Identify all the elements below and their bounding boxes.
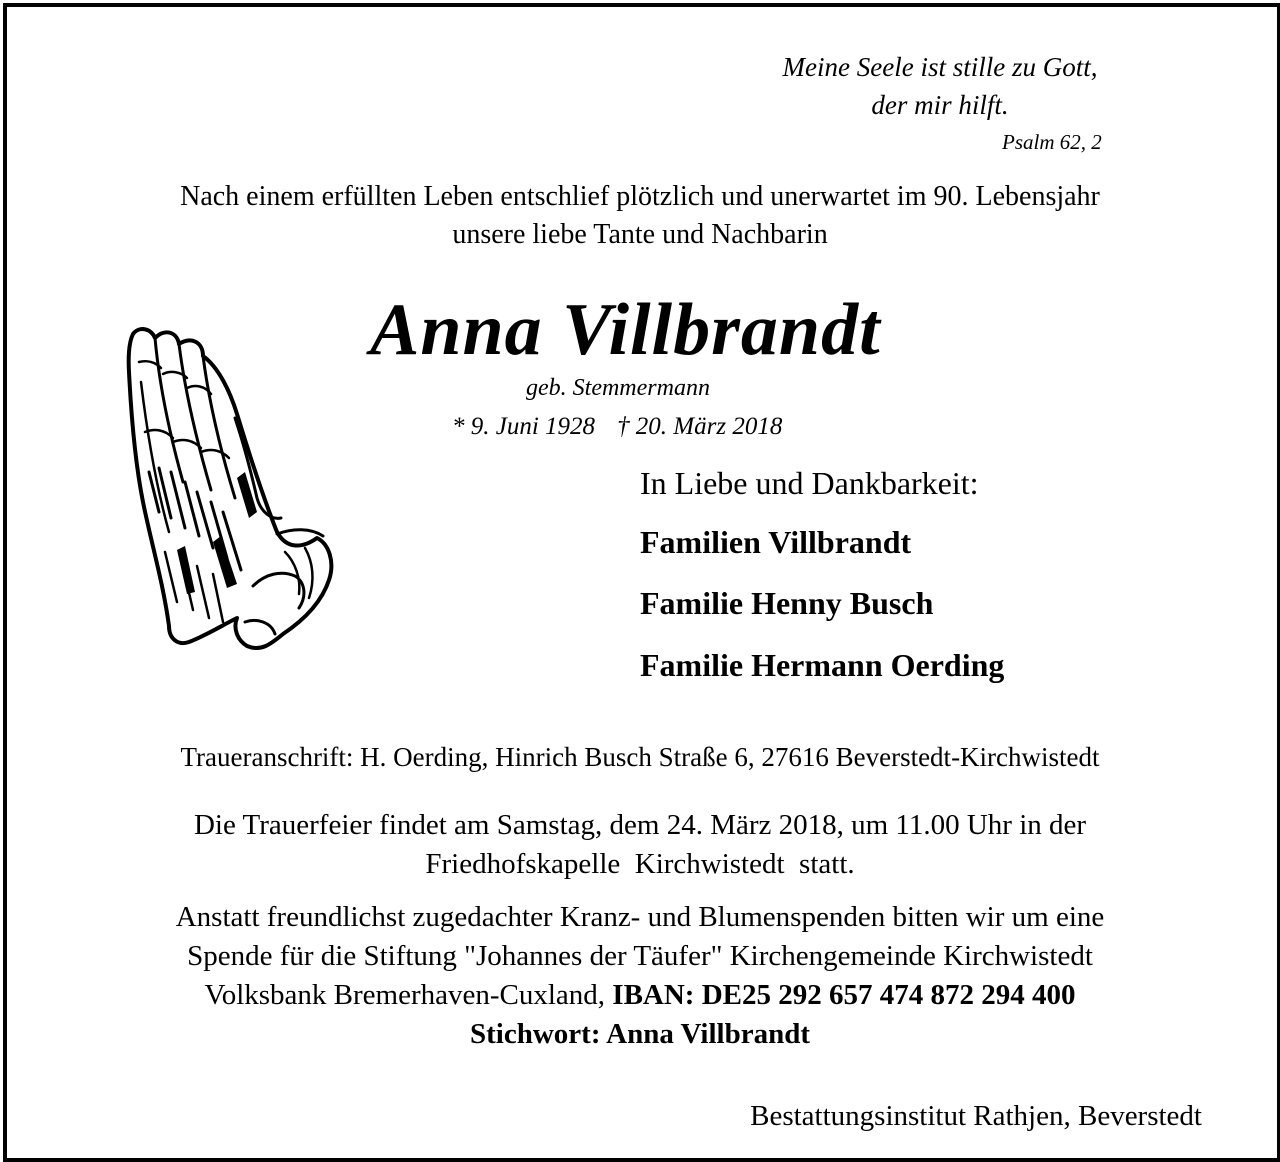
family-henny-busch: Familie Henny Busch [640,585,934,621]
mourning-address: Traueranschrift: H. Oerding, Hinrich Busch Straße 6, 27616 Beverstedt-Kirchwistedt [180,742,1100,772]
ceremony-line-2: Friedhofskapelle Kirchwistedt statt. [425,848,855,880]
donation-keyword: Stichwort: Anna Villbrandt [470,1018,810,1050]
donation-line-2: Spende für die Stiftung "Johannes der Täufer" Kirchengemeinde Kirchwistedt [187,940,1093,972]
donation-text [0,898,1280,1054]
motto-line-2: der mir hilft. [871,90,1009,120]
motto-line-1: Meine Seele ist stille zu Gott, [782,52,1098,82]
family-hermann-oerding: Familie Hermann Oerding [640,647,1005,683]
born-name: geb. Stemmermann [526,375,710,401]
family-villbrandt: Familien Villbrandt [640,524,912,560]
intro-line-1: Nach einem erfüllten Leben entschlief plötzlich und unerwartet im 90. Lebensjahr [180,181,1100,212]
life-dates [452,413,782,441]
psalm-reference: Psalm 62, 2 [1002,130,1102,154]
ceremony-line-1: Die Trauerfeier findet am Samstag, dem 24. März 2018, um 11.00 Uhr in der [193,809,1087,841]
intro-line-2: unsere liebe Tante und Nachbarin [452,219,828,250]
undertaker: Bestattungsinstitut Rathjen, Beverstedt [750,1100,1202,1132]
praying-hands-icon [125,322,340,667]
motto [700,48,1180,124]
intro-text [0,178,1280,254]
donation-line-1: Anstatt freundlichst zugedachter Kranz- und Blumenspenden bitten wir um eine [175,901,1105,933]
bank-name: Volksbank Bremerhaven-Cuxland, [204,979,606,1011]
birth-date: * 9. Juni 1928 [452,413,596,440]
bank-line [0,976,1280,1015]
death-date: † 20. März 2018 [617,413,783,440]
deceased-name: Anna Villbrandt [370,289,881,371]
mourners-heading: In Liebe und Dankbarkeit: [640,465,979,501]
iban: IBAN: DE25 292 657 474 872 294 400 [612,979,1076,1011]
ceremony-text [0,806,1280,884]
